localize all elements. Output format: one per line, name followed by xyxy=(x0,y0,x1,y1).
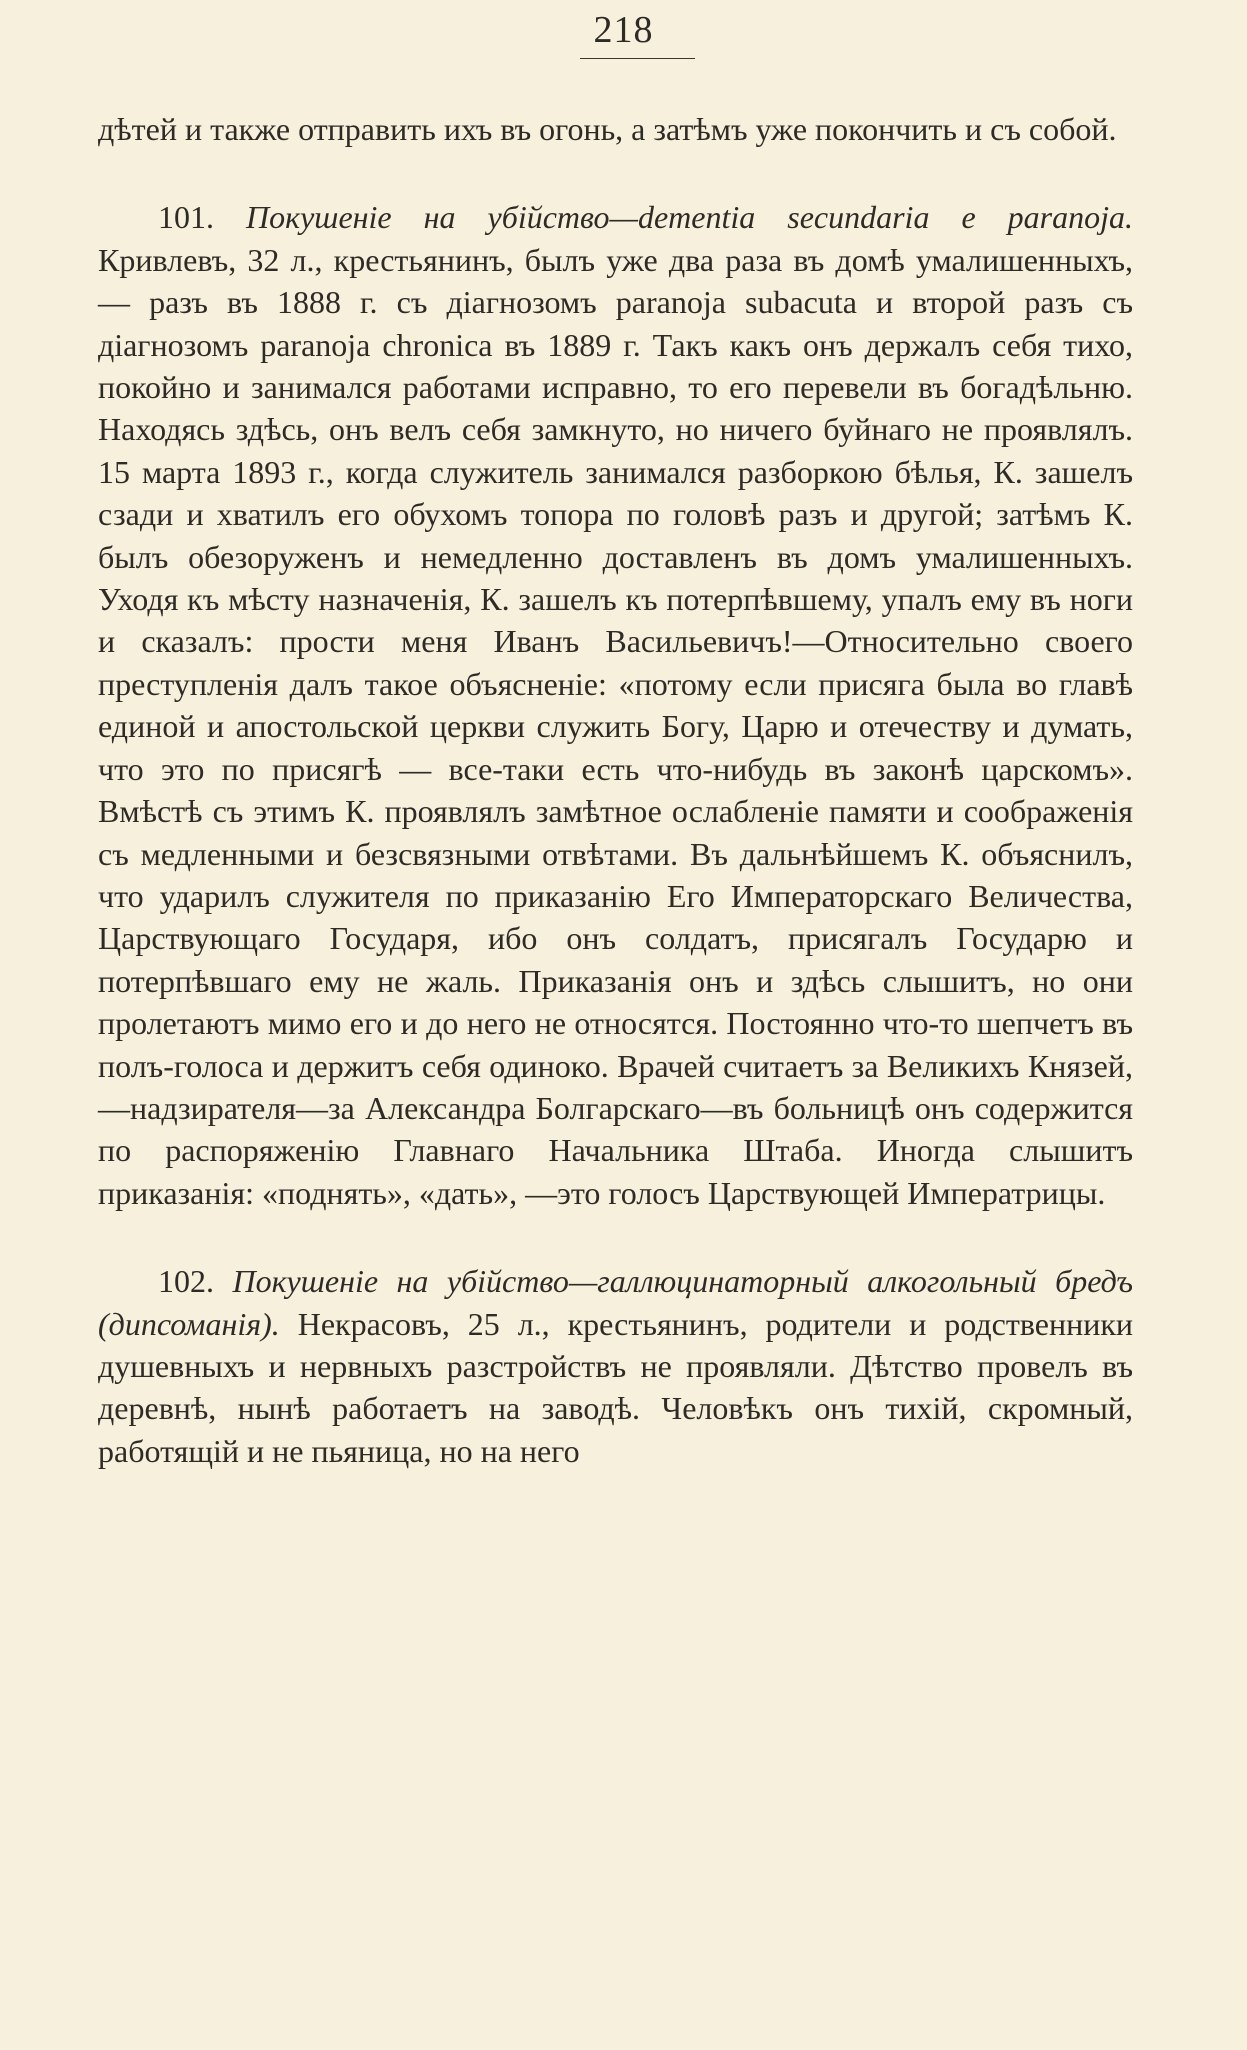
case-101-title: Покушеніе на убійство—dementia secundaria e paranoja. xyxy=(246,199,1134,236)
case-102-body: Некрасовъ, 25 л., крестьянинъ, родители и родственники душевныхъ и нервныхъ разстройствъ не проявляли. Дѣтство провелъ въ деревнѣ, нынѣ работаетъ на заводѣ. Человѣкъ онъ тихій, скромный, работящій и не пьяница, но на него xyxy=(98,1305,1134,1469)
intro-paragraph: дѣтей и также отправить ихъ въ огонь, а затѣмъ уже покончить и съ собой. xyxy=(98,111,1117,147)
case-102-number: 102. xyxy=(158,1263,214,1300)
case-101-body: Кривлевъ, 32 л., крестьянинъ, былъ уже два раза въ домѣ умалишенныхъ, — разъ въ 1888 г. съ діагнозомъ paranoja subacuta и второй разъ съ діагнозомъ paranoja chronica въ 1889 г. Такъ какъ онъ держалъ себя тихо, покойно и занимался работами исправно, то его перевели въ богадѣльню. Находясь здѣсь, онъ велъ себя замкнуто, но ничего буйнаго не проявлялъ. 15 марта 1893 г., когда служитель занимался разборкою бѣлья, К. зашелъ сзади и хватилъ его обухомъ топора по головѣ разъ и другой; затѣмъ К. былъ обезоруженъ и немедленно доставленъ въ домъ умалишенныхъ. Уходя къ мѣсту назначенія, К. зашелъ къ потерпѣвшему, упалъ ему въ ноги и сказалъ: прости меня Иванъ Васильевичъ!—Относительно своего преступленія далъ такое объясненіе: «потому если присяга была во главѣ единой и апостольской церкви служить Богу, Царю и отечеству и думать, что это по присягѣ — все-таки есть что-нибудь въ законѣ царскомъ». Вмѣстѣ съ этимъ К. проявлялъ замѣтное ослабленіе памяти и соображенія съ медленными и безсвязными отвѣтами. Въ дальнѣйшемъ К. объяснилъ, что ударилъ служителя по приказанію Его Императорскаго Величества, Царствующаго Государя, ибо онъ солдатъ, присягалъ Государю и потерпѣвшаго ему не жаль. Приказанія онъ и здѣсь слышитъ, но они пролетаютъ мимо его и до него не относятся. Постоянно что-то шепчетъ въ полъ-голоса и держитъ себя одиноко. Врачей считаетъ за Великихъ Князей,—надзирателя—за Александра Болгарскаго—въ больницѣ онъ содержится по распоряженію Главнаго Начальника Штаба. Иногда слышитъ приказанія: «поднять», «дать», —это голосъ Царствующей Императрицы. xyxy=(98,241,1133,1211)
page-number: 218 xyxy=(593,9,654,51)
page-text xyxy=(98,108,1133,1472)
case-102-paragraph xyxy=(98,1260,1133,1472)
case-102-title: Покушеніе на убійство—галлюцинаторный алкогольный бредъ (дипсоманія). xyxy=(98,1263,1134,1342)
header-rule xyxy=(580,58,695,59)
case-101-paragraph xyxy=(98,196,1133,1214)
case-101-number: 101. xyxy=(158,199,214,236)
